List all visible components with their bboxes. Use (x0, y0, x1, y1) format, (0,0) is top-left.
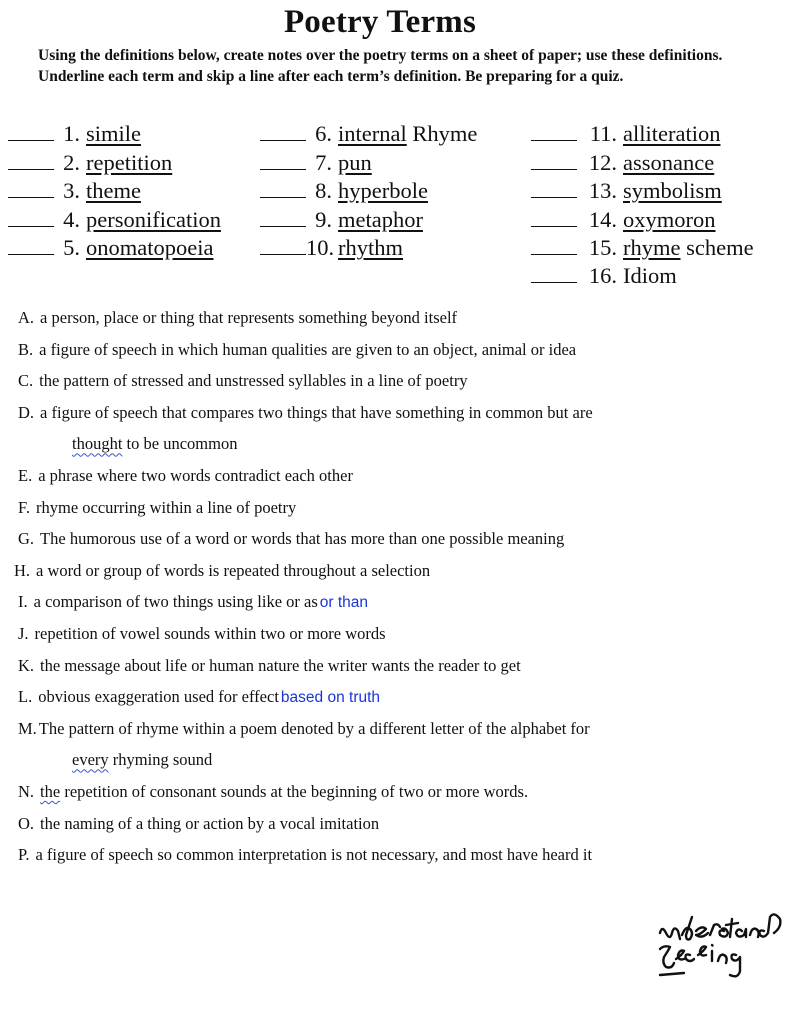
definition-text: rhyming sound (108, 750, 213, 770)
definition-text: a figure of speech that compares two things that have something in common but are (40, 402, 593, 422)
term-item (260, 206, 477, 235)
term-item (260, 234, 477, 263)
term-number: 16. (588, 262, 617, 288)
definition-text: a comparison of two things using like or as (33, 592, 318, 612)
definition-text: a figure of speech so common interpretation is not necessary, and most have heard it (35, 845, 593, 865)
definition-letter: E. (18, 465, 33, 485)
term-word-rest: scheme (680, 235, 754, 260)
answer-blank (260, 149, 306, 170)
definition-item (0, 624, 800, 656)
term-item (531, 262, 754, 288)
definition-letter: B. (18, 339, 34, 359)
term-number: 12. (588, 149, 617, 175)
term-word: simile (86, 121, 141, 146)
definition-text: repetition of consonant sounds at the beginning of two or more words. (60, 781, 529, 801)
definition-text: the message about life or human nature the writer wants the reader to get (40, 655, 521, 675)
answer-blank (8, 177, 54, 198)
definition-text: a phrase where two words contradict each other (38, 465, 353, 485)
term-number: 8. (315, 178, 332, 203)
page-title: Poetry Terms (283, 4, 477, 40)
definition-letter: J. (18, 623, 29, 643)
term-number: 14. (588, 206, 617, 232)
handwritten-note: or than (319, 594, 369, 612)
definition-flagged-word: the (40, 781, 61, 801)
definition-item (0, 750, 800, 782)
answer-blank (531, 120, 577, 141)
answer-blank (8, 206, 54, 227)
terms-column-2 (260, 120, 477, 263)
term-number: 2. (63, 149, 80, 175)
definition-text: rhyme occurring within a line of poetry (35, 497, 297, 517)
answer-blank (260, 234, 306, 255)
term-number: 1. (63, 121, 80, 146)
answer-blank (531, 234, 577, 255)
term-number: 6. (315, 121, 332, 146)
term-item (8, 120, 221, 149)
definition-text: The humorous use of a word or words that has more than one possible meaning (40, 529, 565, 549)
definition-flagged-word: every (72, 750, 109, 770)
answer-blank (8, 120, 54, 141)
term-item (531, 234, 754, 263)
terms-column-1 (8, 120, 221, 263)
definition-item (0, 308, 800, 340)
definition-letter: K. (18, 655, 35, 675)
answer-blank (531, 206, 577, 227)
term-number: 13. (588, 178, 617, 203)
term-word: oxymoron (623, 206, 716, 232)
definition-item (0, 561, 800, 593)
definition-item (0, 529, 800, 561)
term-item (531, 120, 754, 149)
definition-text: The pattern of rhyme within a poem denoted by a different letter of the alphabet for (38, 718, 590, 738)
definition-letter: P. (18, 845, 30, 865)
definition-text: to be uncommon (122, 434, 238, 454)
definition-text: obvious exaggeration used for effect (38, 687, 279, 707)
definition-flagged-word: thought (72, 434, 123, 454)
handwritten-note: based on truth (280, 689, 381, 707)
definition-item (0, 814, 800, 846)
term-word: pun (338, 149, 372, 175)
term-word: rhyme (623, 235, 681, 260)
definition-letter: M. (18, 718, 37, 738)
term-item (531, 206, 754, 235)
definition-letter: G. (18, 529, 35, 549)
definition-text: repetition of vowel sounds within two or more words (34, 623, 386, 643)
instructions-paragraph: Using the definitions below, create notes over the poetry terms on a sheet of paper; use these definitions. Underline each term and skip a line after each term’s definition. Be preparing for a quiz. (38, 47, 723, 85)
term-word: symbolism (623, 178, 722, 203)
answer-blank (260, 120, 306, 141)
definition-item (0, 845, 800, 877)
term-item (8, 206, 221, 235)
terms-column-3 (531, 120, 754, 288)
term-word: hyperbole (338, 178, 428, 203)
term-word: assonance (623, 149, 715, 175)
definition-text: a figure of speech in which human qualities are given to an object, animal or idea (39, 339, 577, 359)
term-item (8, 234, 221, 263)
definition-item (0, 782, 800, 814)
term-item (260, 120, 477, 149)
term-item (531, 177, 754, 206)
definition-item (0, 371, 800, 403)
term-word: personification (86, 206, 221, 232)
definition-letter: D. (18, 402, 35, 422)
definition-letter: C. (18, 371, 34, 391)
definition-letter: F. (18, 497, 30, 517)
handwritten-signature (652, 905, 800, 985)
definition-letter: A. (18, 308, 35, 327)
answer-blank (8, 149, 54, 170)
definition-letter: N. (18, 781, 35, 801)
definition-item (0, 403, 800, 435)
answer-blank (531, 149, 577, 170)
term-word: internal (338, 121, 407, 146)
term-number: 10. (306, 235, 335, 260)
definition-item (0, 466, 800, 498)
answer-blank (531, 262, 577, 283)
term-word: alliteration (623, 121, 721, 146)
definition-text: the pattern of stressed and unstressed syllables in a line of poetry (39, 371, 468, 391)
term-item (8, 149, 221, 178)
definition-item (0, 340, 800, 372)
term-item (260, 177, 477, 206)
definition-letter: L. (18, 687, 33, 707)
term-item (531, 149, 754, 178)
answer-blank (531, 177, 577, 198)
definition-item (0, 719, 800, 751)
term-number: 3. (63, 178, 80, 203)
definition-letter: H. (14, 560, 31, 580)
term-item (260, 149, 477, 178)
definition-item (0, 656, 800, 688)
definition-letter: I. (18, 592, 28, 612)
answer-blank (260, 177, 306, 198)
term-word: theme (86, 178, 141, 203)
terms-list (0, 120, 800, 300)
term-word-rest: Idiom (623, 262, 677, 288)
term-number: 4. (63, 206, 80, 232)
definition-text: a person, place or thing that represents something beyond itself (40, 308, 458, 327)
answer-blank (260, 206, 306, 227)
term-word: rhythm (338, 235, 403, 260)
definition-item (0, 434, 800, 466)
definition-item (0, 592, 800, 624)
term-number: 5. (63, 235, 80, 260)
term-word: repetition (86, 149, 173, 175)
term-number: 9. (315, 206, 332, 232)
term-word: metaphor (338, 206, 423, 232)
definition-letter: O. (18, 813, 35, 833)
term-number: 7. (315, 149, 332, 175)
definition-text: a word or group of words is repeated throughout a selection (36, 560, 431, 580)
term-number: 15. (588, 235, 617, 260)
term-word-rest: Rhyme (406, 121, 478, 146)
definition-text: the naming of a thing or action by a vocal imitation (40, 813, 380, 833)
term-item (8, 177, 221, 206)
answer-blank (8, 234, 54, 255)
term-number: 11. (589, 121, 617, 146)
definition-item (0, 498, 800, 530)
definition-item (0, 687, 800, 719)
definitions-list (0, 308, 800, 877)
term-word: onomatopoeia (86, 235, 214, 260)
